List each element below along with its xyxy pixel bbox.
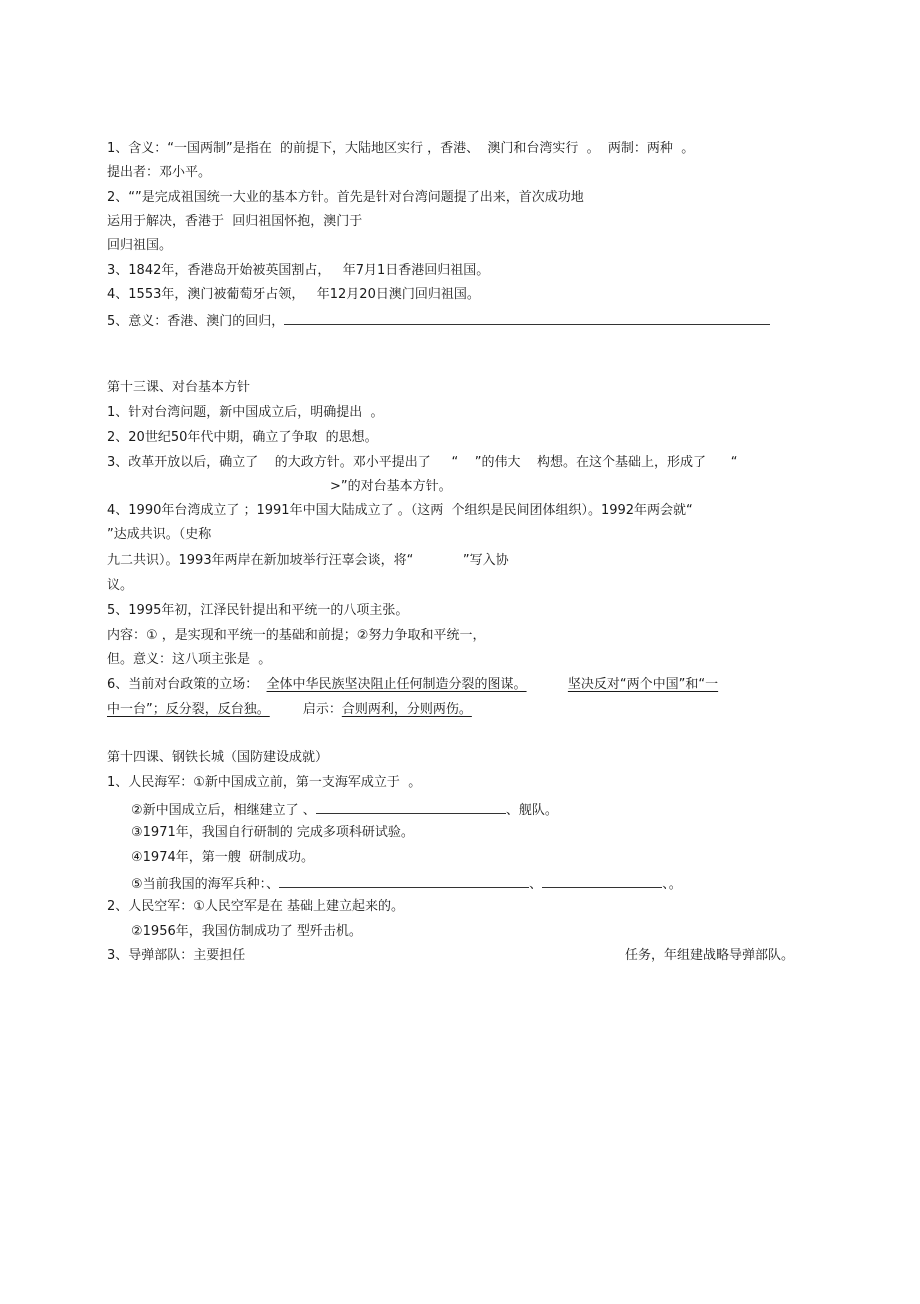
- l13-item-5-content: 内容：① ，是实现和平统一的基础和前提；②努力争取和平统一，: [107, 628, 486, 643]
- item-1-proposer: 提出者：邓小平。: [107, 165, 212, 180]
- l14-item-1: 1、人民海军：①新中国成立前，第一支海军成立于 。: [107, 775, 422, 790]
- item-1-meaning: 1、含义：“一国两制”是指在 的前提下，大陆地区实行 ，香港、 澳门和台湾实行 。 两制：两种 。: [107, 141, 695, 156]
- l13-item-6-stance-2: 坚决反对“两个中国”和“一: [567, 677, 719, 692]
- l14-branch-blank-2: [542, 874, 662, 888]
- l13-item-3-cont: >”的对台基本方针。: [330, 479, 452, 494]
- l13-item-4-cont: ”达成共识。（史称: [107, 527, 212, 542]
- l13-item-6-insight: 合则两利，分则两伤。: [341, 702, 472, 717]
- item-5-answer-blank: [284, 311, 770, 325]
- l14-item-1-e-label: ⑤当前我国的海军兵种：: [131, 877, 267, 892]
- l14-item-2: 2、人民空军：①人民空军是在 基础上建立起来的。: [107, 899, 405, 914]
- item-4-macau: 4、1553年，澳门被葡萄牙占领， 年12月20日澳门回归祖国。: [107, 287, 480, 302]
- l14-fleet-blank: [316, 800, 506, 814]
- l13-item-6-gap: [527, 677, 568, 692]
- l14-branch-sep-2: 、: [529, 877, 543, 892]
- l14-item-3-end: 任务，年组建战略导弹部队。: [625, 948, 795, 963]
- l13-item-5: 5、1995年初，江泽民针提出和平统一的八项主张。: [107, 603, 409, 618]
- l13-item-6: [107, 677, 718, 693]
- item-2-end: 回归祖国。: [107, 238, 173, 253]
- l14-branch-blank-1: [279, 874, 529, 888]
- l13-item-5-meaning: 但。意义：这八项主张是 。: [107, 652, 272, 667]
- item-3-hongkong: 3、1842年，香港岛开始被英国割占， 年7月1日香港回归祖国。: [107, 263, 490, 278]
- l13-item-6-gap2: [270, 702, 303, 717]
- l14-item-1-d: ④1974年，第一艘 研制成功。: [131, 850, 315, 865]
- l14-branch-sep-1: 、: [266, 877, 280, 892]
- l13-item-4-cont2: 九二共识）。1993年两岸在新加坡举行汪辜会谈，将“ ”写入协: [107, 553, 509, 568]
- item-5-label: 5、意义：香港、澳门的回归，: [107, 314, 285, 329]
- l14-branch-sep-3: 、: [662, 877, 669, 892]
- l14-item-1-b-end: 、舰队。: [505, 803, 558, 818]
- l14-item-3: 3、导弹部队：主要担任: [107, 948, 246, 963]
- item-2-cont: 运用于解决，香港于 回归祖国怀抱，澳门于: [107, 214, 363, 229]
- l13-item-2: 2、20世纪50年代中期，确立了争取 的思想。: [107, 430, 378, 445]
- l13-item-1: 1、针对台湾问题，新中国成立后，明确提出 。: [107, 405, 384, 420]
- lesson-14-heading: 第十四课、钢铁长城（国防建设成就）: [107, 750, 329, 765]
- l13-item-6-insight-label: 启示：: [302, 702, 342, 717]
- l14-item-1-b-label: ②新中国成立后，相继建立了: [131, 803, 303, 818]
- l14-item-1-b: [131, 800, 558, 819]
- lesson-13-heading: 第十三课、对台基本方针: [107, 380, 251, 395]
- item-5-significance: [107, 311, 770, 330]
- l13-item-4: 4、1990年台湾成立了 ；1991年中国大陆成立了 。（这两 个组织是民间团体组织）。1992年两会就“: [107, 503, 693, 518]
- l14-branch-end: 。: [668, 877, 682, 892]
- l14-item-1-c: ③1971年，我国自行研制的 完成多项科研试验。: [131, 825, 414, 840]
- l14-item-1-b-sep: 、: [302, 803, 316, 818]
- l14-item-1-e: [131, 874, 682, 893]
- l14-item-2-b: ②1956年，我国仿制成功了 型歼击机。: [131, 924, 362, 939]
- l13-item-4-end: 议。: [107, 578, 134, 593]
- l13-item-6-cont: [107, 702, 472, 718]
- l13-item-6-label: 6、当前对台政策的立场：: [107, 677, 267, 692]
- l13-item-3: 3、改革开放以后，确立了 的大政方针。邓小平提出了 “ ”的伟大 构想。在这个基础上，形成了 “: [107, 455, 738, 470]
- item-2-text: 2、“”是完成祖国统一大业的基本方针。首先是针对台湾问题提了出来，首次成功地: [107, 190, 584, 205]
- l13-item-6-stance-3: 中一台”；反分裂，反台独。: [107, 702, 270, 717]
- l13-item-6-stance-1: 全体中华民族坚决阻止任何制造分裂的图谋。: [266, 677, 527, 692]
